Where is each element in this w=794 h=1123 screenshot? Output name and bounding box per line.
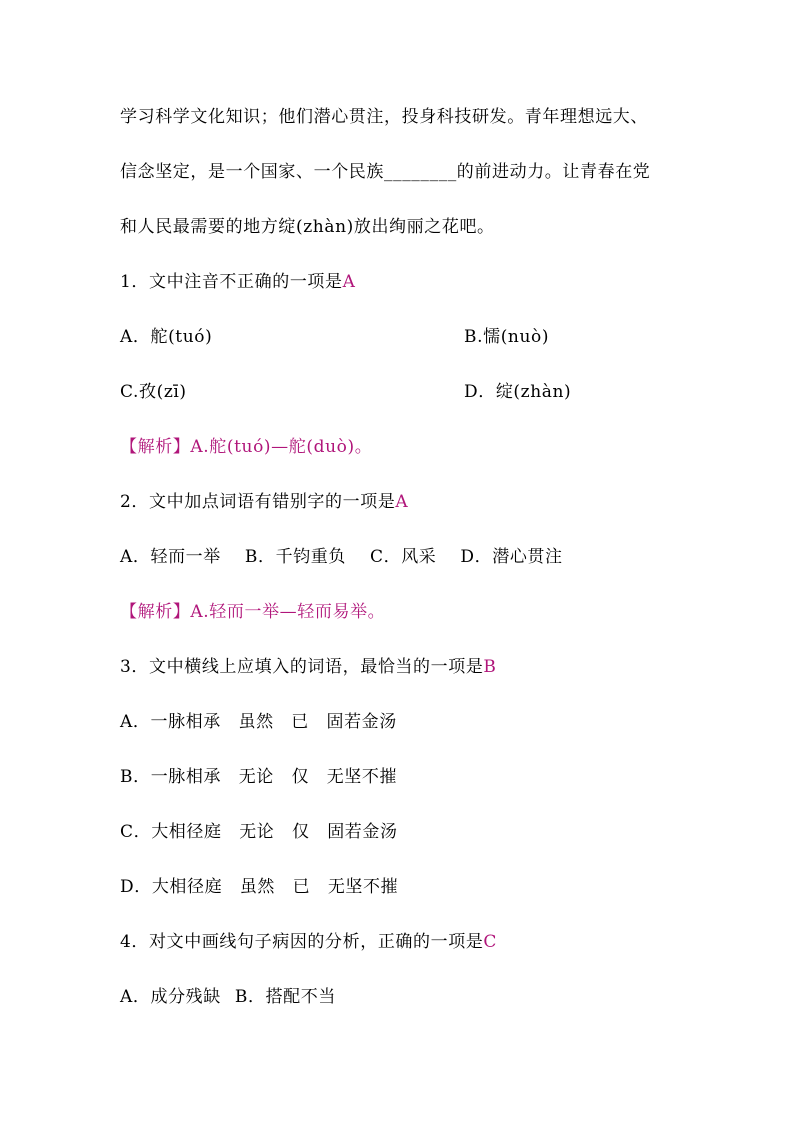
- question-1-options-row-2: [120, 381, 572, 403]
- question-4-text: 4．对文中画线句子病因的分析，正确的一项是: [120, 932, 484, 952]
- question-2-analysis: 【解析】A.轻而一举—轻而易举。: [120, 602, 386, 622]
- question-4-option-a: A．成分残缺: [120, 987, 221, 1007]
- question-3-option-c: C．大相径庭 无论 仅 固若金汤: [120, 822, 398, 842]
- question-2-option-b: B．千钧重负: [244, 547, 346, 567]
- question-2-option-d: D．潜心贯注: [460, 547, 563, 567]
- question-3-option-d: D．大相径庭 虽然 已 无坚不摧: [120, 877, 399, 897]
- question-3-option-a: A．一脉相承 虽然 已 固若金汤: [120, 712, 397, 732]
- passage-line-2: 信念坚定，是一个国家、一个民族________的前进动力。让青春在党: [120, 162, 651, 182]
- question-3-answer: B: [483, 657, 497, 677]
- question-1-option-d: D．绽(zhàn): [464, 382, 572, 402]
- question-2-text: 2．文中加点词语有错别字的一项是: [120, 492, 396, 512]
- question-1-stem: [120, 271, 356, 293]
- passage-line-1: 学习科学文化知识；他们潜心贯注，投身科技研发。青年理想远大、: [120, 107, 648, 127]
- question-4-answer: C: [483, 932, 498, 952]
- question-1-option-a: A．舵(tuó): [120, 327, 213, 347]
- question-4-option-b: B．搭配不当: [234, 987, 336, 1007]
- question-2-option-c: C．风采: [369, 547, 437, 567]
- question-1-answer: A: [342, 272, 356, 292]
- question-2-stem: [120, 491, 408, 513]
- question-3-option-b: B．一脉相承 无论 仅 无坚不摧: [120, 767, 398, 787]
- question-3-text: 3．文中横线上应填入的词语，最恰当的一项是: [120, 657, 484, 677]
- question-2-option-a: A．轻而一举: [120, 547, 221, 567]
- question-1-text: 1．文中注音不正确的一项是: [120, 272, 343, 292]
- question-3-stem: [120, 656, 497, 678]
- question-1-option-c: C.孜(zī): [120, 382, 187, 402]
- question-4-options: [120, 986, 336, 1008]
- question-2-answer: A: [395, 492, 409, 512]
- question-4-stem: [120, 931, 497, 953]
- question-1-option-b: B.懦(nuò): [464, 327, 550, 347]
- passage-line-3: 和人民最需要的地方绽(zhàn)放出绚丽之花吧。: [120, 217, 495, 237]
- question-1-analysis: 【解析】A.舵(tuó)—舵(duò)。: [120, 437, 373, 457]
- question-1-options-row-1: [120, 326, 550, 348]
- question-2-options: [120, 546, 563, 568]
